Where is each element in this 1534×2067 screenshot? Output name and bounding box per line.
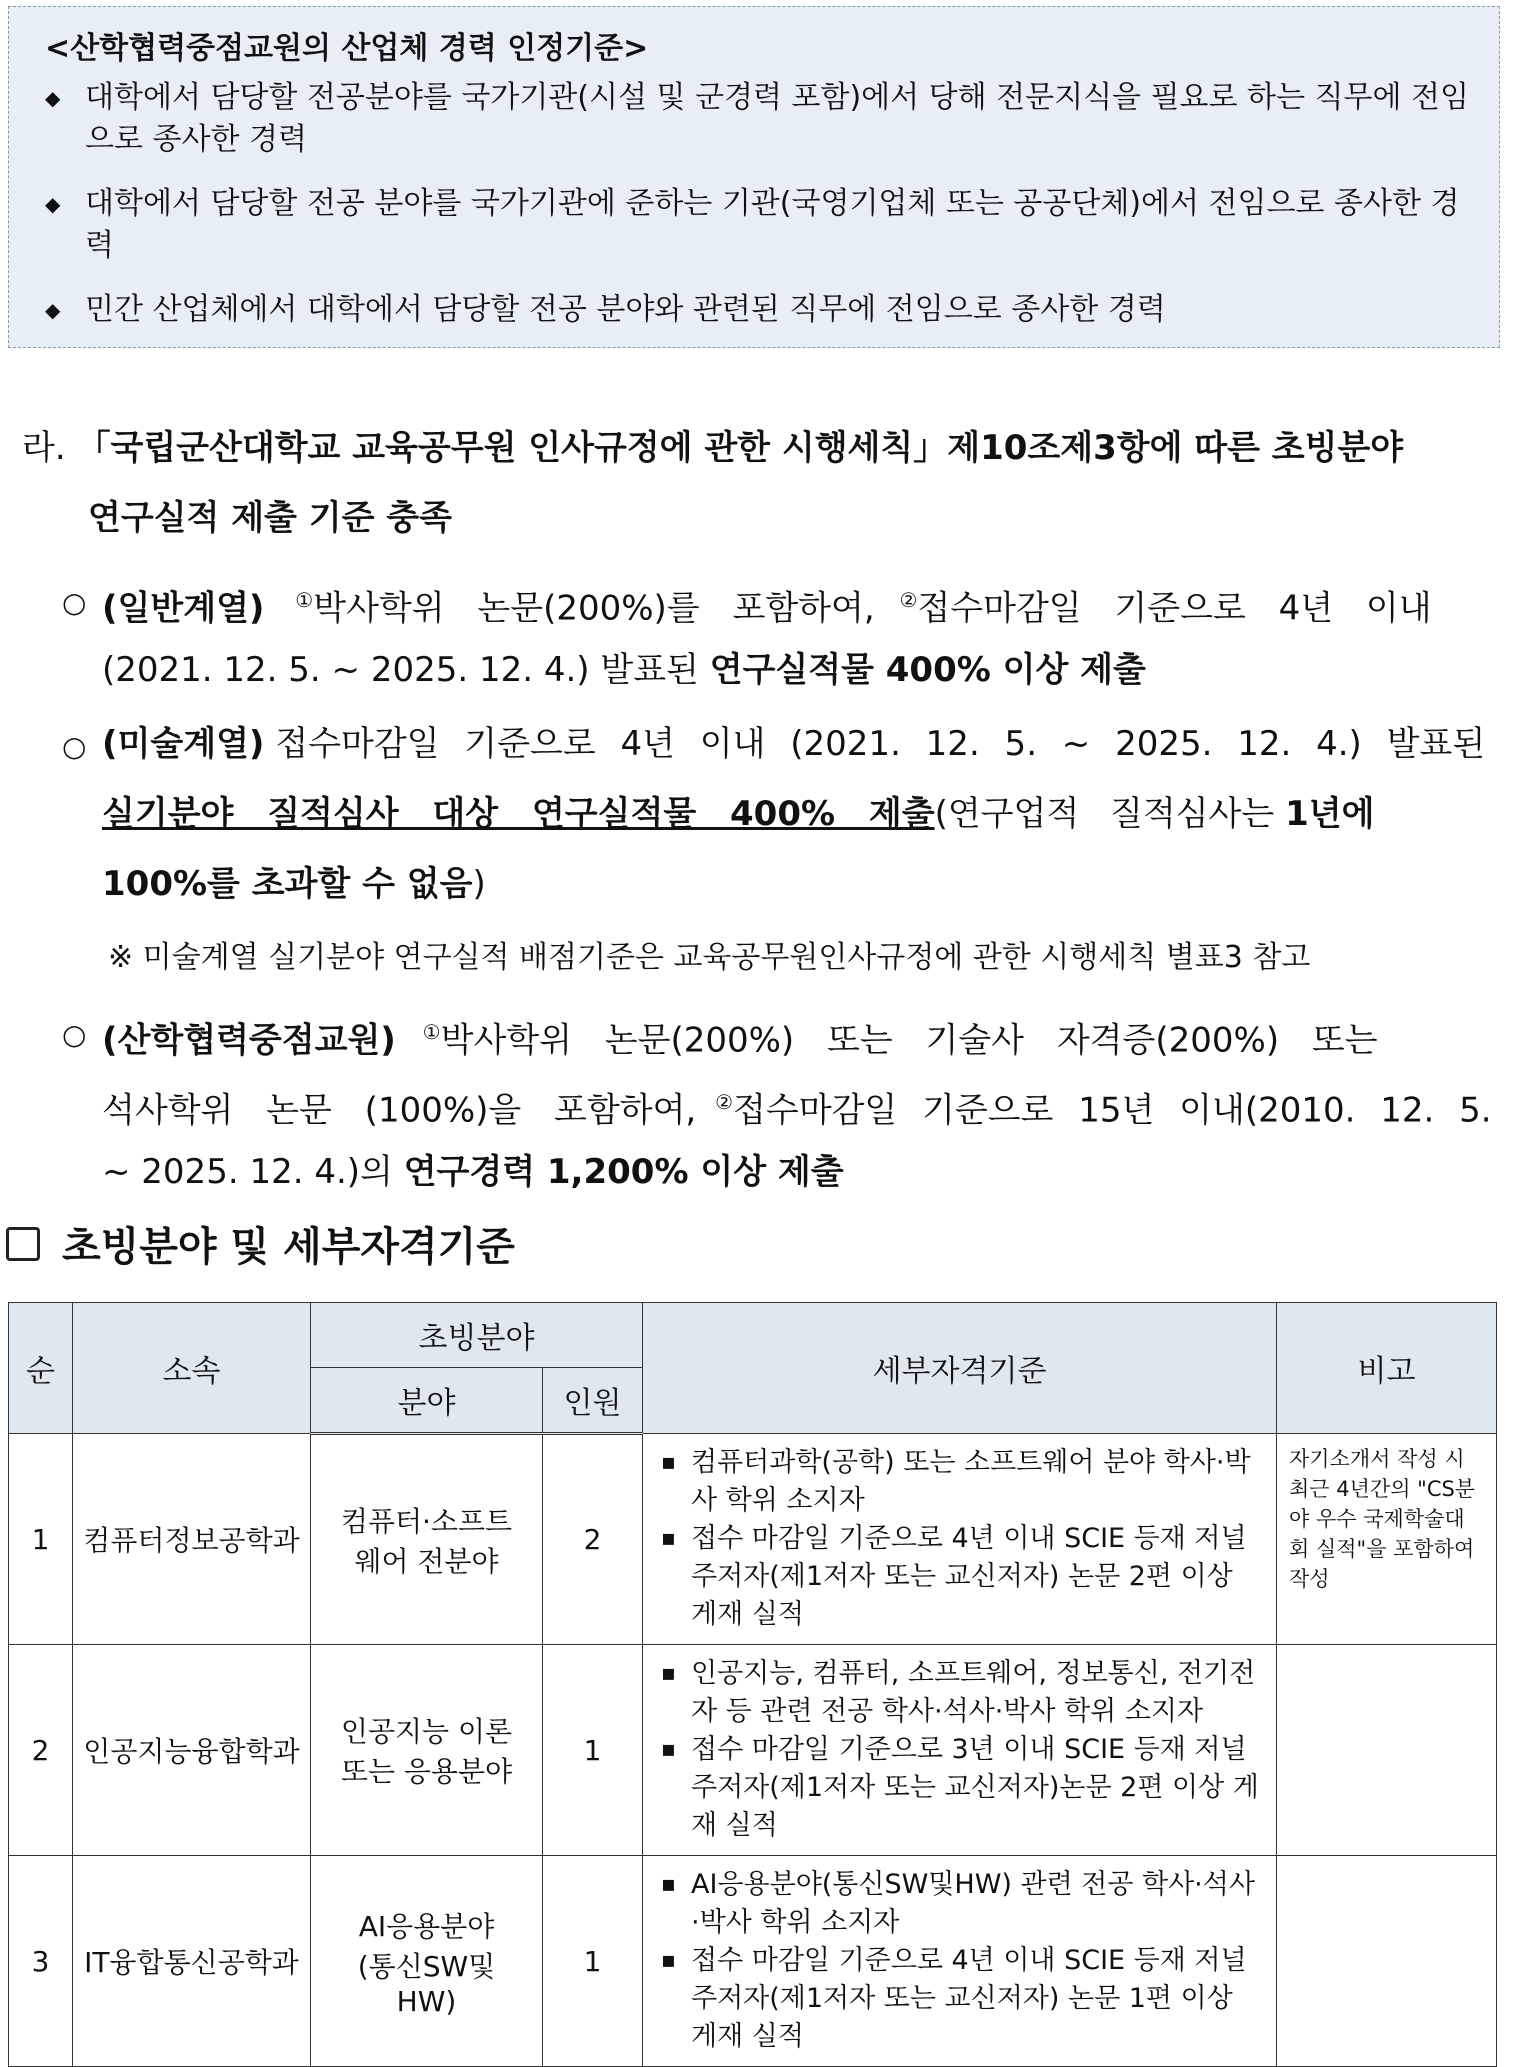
section-ra-prefix: 라. [22, 428, 66, 468]
art-text1: 접수마감일 기준으로 4년 이내 (2021. 12. 5. ~ 2025. 12. 4.) 발표된 [275, 724, 1486, 764]
row-no: 3 [9, 1856, 73, 2067]
art-bold-text: 1년에 [1285, 794, 1375, 834]
box-item [45, 289, 1485, 331]
section-title-text: 초빙분야 및 세부자격기준 [62, 1224, 515, 1270]
row-no: 2 [9, 1645, 73, 1856]
box-item [45, 77, 1485, 161]
table-header-row [9, 1303, 1497, 1368]
general-line2 [102, 648, 1146, 692]
table-row [9, 1645, 1497, 1856]
row-note: 자기소개서 작성 시 최근 4년간의 "CS분야 우수 국제학술대회 실적"을 포함하여 작성 [1277, 1434, 1497, 1645]
box-item-text: 대학에서 담당할 전공분야를 국가기관(시설 및 군경력 포함)에서 당해 전문지식을 필요로 하는 직무에 전임으로 종사한 경력 [85, 80, 1469, 157]
industry-line3 [102, 1150, 844, 1194]
row-criteria [643, 1645, 1277, 1856]
circle-bullet-icon: ○ [62, 1018, 87, 1051]
art-limit-close: ) [472, 864, 486, 904]
industry-career-criteria-box [8, 6, 1500, 348]
section-ra-heading [22, 426, 1403, 470]
header-count: 인원 [543, 1368, 643, 1434]
criteria-item: ▪ 접수 마감일 기준으로 3년 이내 SCIE 등재 저널 주저자(제1저자 또는 교신저자)논문 2편 이상 게재 실적 [691, 1731, 1262, 1845]
mark-2: ② [715, 1090, 733, 1114]
art-label: (미술계열) [102, 724, 265, 764]
mark-2: ② [899, 588, 918, 612]
row-field: AI응용분야 (통신SW및HW) [311, 1856, 543, 2067]
art-underlined-requirement: 실기분야 질적심사 대상 연구실적물 400% 제출 [102, 794, 935, 834]
diamond-bullet-icon: ◆ [45, 86, 61, 110]
art-text2: (연구업적 질적심사는 [934, 794, 1275, 834]
circle-bullet-icon: ○ [62, 730, 87, 763]
row-no: 1 [9, 1434, 73, 1645]
checkbox-square-icon [6, 1227, 40, 1261]
header-criteria: 세부자격기준 [643, 1303, 1277, 1434]
row-field: 인공지능 이론 또는 응용분야 [311, 1645, 543, 1856]
recruitment-table [8, 1302, 1497, 2067]
section-ra-heading-line2: 연구실적 제출 기준 충족 [88, 498, 452, 538]
box-item-text: 민간 산업체에서 대학에서 담당할 전공 분야와 관련된 직무에 전임으로 종사한 경력 [85, 292, 1166, 327]
header-field: 분야 [311, 1368, 543, 1434]
row-criteria [643, 1434, 1277, 1645]
industry-line2 [102, 1080, 1492, 1132]
header-dept: 소속 [73, 1303, 311, 1434]
general-period: (2021. 12. 5. ~ 2025. 12. 4.) 발표된 [102, 650, 699, 690]
general-text1: 박사학위 논문(200%)를 포함하여, [313, 588, 875, 629]
row-criteria [643, 1856, 1277, 2067]
header-field-group: 초빙분야 [311, 1303, 643, 1368]
circle-bullet-icon: ○ [62, 586, 87, 619]
row-count: 1 [543, 1856, 643, 2067]
general-requirement: 연구실적물 400% 이상 제출 [709, 650, 1146, 690]
section-title [6, 1215, 515, 1272]
box-title: <산학협력중점교원의 산업체 경력 인정기준> [45, 31, 649, 66]
criteria-item: ▪ AI응용분야(통신SW및HW) 관련 전공 학사·석사·박사 학위 소지자 [691, 1866, 1262, 1942]
industry-text3: 접수마감일 기준으로 15년 이내(2010. 12. 5. [733, 1090, 1492, 1131]
row-note [1277, 1645, 1497, 1856]
diamond-bullet-icon: ◆ [45, 298, 61, 322]
row-dept: IT융합통신공학과 [73, 1856, 311, 2067]
industry-period: ~ 2025. 12. 4.)의 [102, 1152, 393, 1192]
mark-1: ① [422, 1020, 441, 1044]
criteria-item: ▪ 접수 마감일 기준으로 4년 이내 SCIE 등재 저널 주저자(제1저자 또는 교신저자) 논문 2편 이상 게재 실적 [691, 1520, 1262, 1634]
art-note: ※ 미술계열 실기분야 연구실적 배점기준은 교육공무원인사규정에 관한 시행세칙 별표3 참고 [108, 940, 1311, 975]
art-line2 [102, 792, 1374, 836]
general-text2: 접수마감일 기준으로 4년 이내 [917, 588, 1432, 629]
art-line3 [102, 862, 486, 906]
criteria-item: ▪ 인공지능, 컴퓨터, 소프트웨어, 정보통신, 전기전자 등 관련 전공 학사·석사·박사 학위 소지자 [691, 1655, 1262, 1731]
row-count: 1 [543, 1645, 643, 1856]
box-item [45, 183, 1485, 267]
header-note: 비고 [1277, 1303, 1497, 1434]
industry-text2: 석사학위 논문 (100%)을 포함하여, [102, 1090, 697, 1131]
mark-1: ① [295, 588, 314, 612]
section-ra-heading-line1: 「국립군산대학교 교육공무원 인사규정에 관한 시행세칙」제10조제3항에 따른 초빙분야 [76, 428, 1404, 468]
art-limit: 100%를 초과할 수 없음 [102, 864, 473, 904]
box-item-text: 대학에서 담당할 전공 분야를 국가기관에 준하는 기관(국영기업체 또는 공공단체)에서 전임으로 종사한 경력 [85, 186, 1460, 263]
row-count: 2 [543, 1434, 643, 1645]
row-dept: 인공지능융합학과 [73, 1645, 311, 1856]
industry-text1: 박사학위 논문(200%) 또는 기술사 자격증(200%) 또는 [440, 1020, 1378, 1061]
criteria-item: ▪ 접수 마감일 기준으로 4년 이내 SCIE 등재 저널 주저자(제1저자 또는 교신저자) 논문 1편 이상 게재 실적 [691, 1942, 1262, 2056]
diamond-bullet-icon: ◆ [45, 192, 61, 216]
row-field: 컴퓨터·소프트웨어 전분야 [311, 1434, 543, 1645]
row-note [1277, 1856, 1497, 2067]
art-line1 [102, 722, 1485, 766]
general-label: (일반계열) [102, 588, 265, 629]
industry-line1 [102, 1010, 1378, 1062]
header-no: 순 [9, 1303, 73, 1434]
row-dept: 컴퓨터정보공학과 [73, 1434, 311, 1645]
industry-label: (산학협력중점교원) [102, 1020, 396, 1061]
table-row [9, 1434, 1497, 1645]
table-row [9, 1856, 1497, 2067]
general-line1 [102, 578, 1502, 630]
criteria-item: ▪ 컴퓨터과학(공학) 또는 소프트웨어 분야 학사·박사 학위 소지자 [691, 1444, 1262, 1520]
industry-requirement: 연구경력 1,200% 이상 제출 [403, 1152, 844, 1192]
